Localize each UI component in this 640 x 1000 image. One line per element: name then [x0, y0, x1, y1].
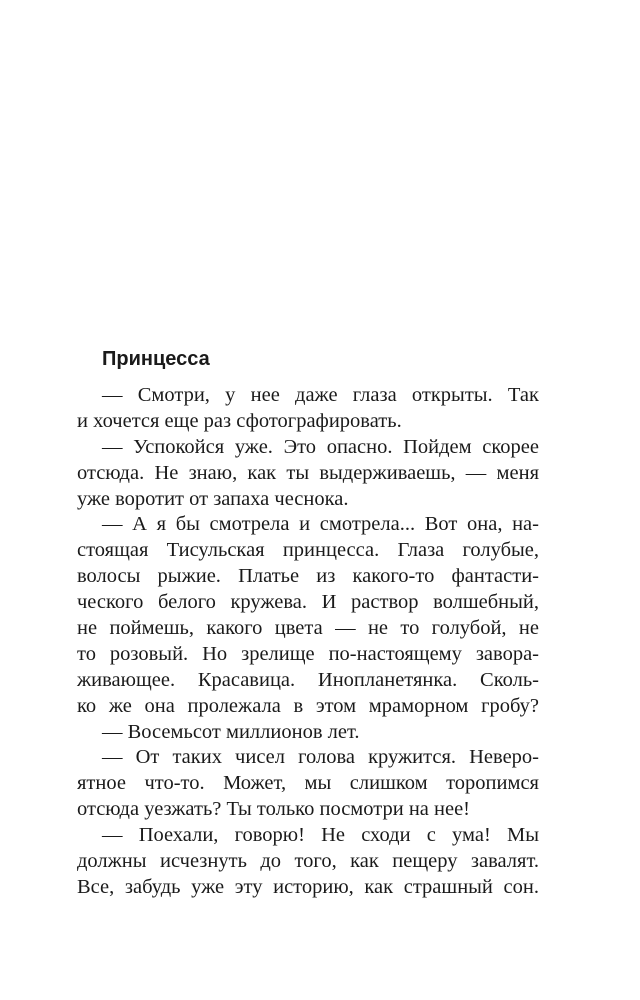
text-line: живающее. Красавица. Инопланетянка. Сколь- [77, 668, 539, 691]
text-line: ческого белого кружева. И раствор волшебный, [77, 591, 539, 614]
text-line: — А я бы смотрела и смотрела... Вот она, на- [102, 513, 539, 536]
text-line: отсюда уезжать? Ты только посмотри на нее! [77, 798, 471, 821]
text-line: ко же она пролежала в этом мраморном гробу? [77, 694, 539, 717]
text-line: — От таких чисел голова кружится. Неверо- [102, 746, 539, 769]
chapter-title: Принцесса [102, 348, 210, 370]
page-content [77, 0, 539, 1000]
text-line: ятное что-то. Может, мы слишком торопимся [77, 772, 539, 795]
text-line: не поймешь, какого цвета — не то голубой, не [77, 617, 539, 640]
text-line: — Восемьсот миллионов лет. [102, 720, 360, 743]
text-line: стоящая Тисульская принцесса. Глаза голубые, [77, 539, 539, 562]
text-line: должны исчезнуть до того, как пещеру завалят. [77, 850, 539, 873]
text-line: то розовый. Но зрелище по-настоящему завора- [77, 642, 539, 665]
text-line: Все, забудь уже эту историю, как страшный сон. [77, 875, 539, 898]
text-line: — Поехали, говорю! Не сходи с ума! Мы [102, 824, 539, 847]
text-line: отсюда. Не знаю, как ты выдерживаешь, — меня [77, 461, 539, 484]
text-line: и хочется еще раз сфотографировать. [77, 409, 402, 432]
text-line: волосы рыжие. Платье из какого-то фантасти- [77, 565, 539, 588]
text-line: уже воротит от запаха чеснока. [77, 487, 349, 510]
text-line: — Смотри, у нее даже глаза открыты. Так [102, 384, 539, 406]
text-line: — Успокойся уже. Это опасно. Пойдем скорее [102, 435, 539, 458]
text-body [77, 383, 539, 901]
